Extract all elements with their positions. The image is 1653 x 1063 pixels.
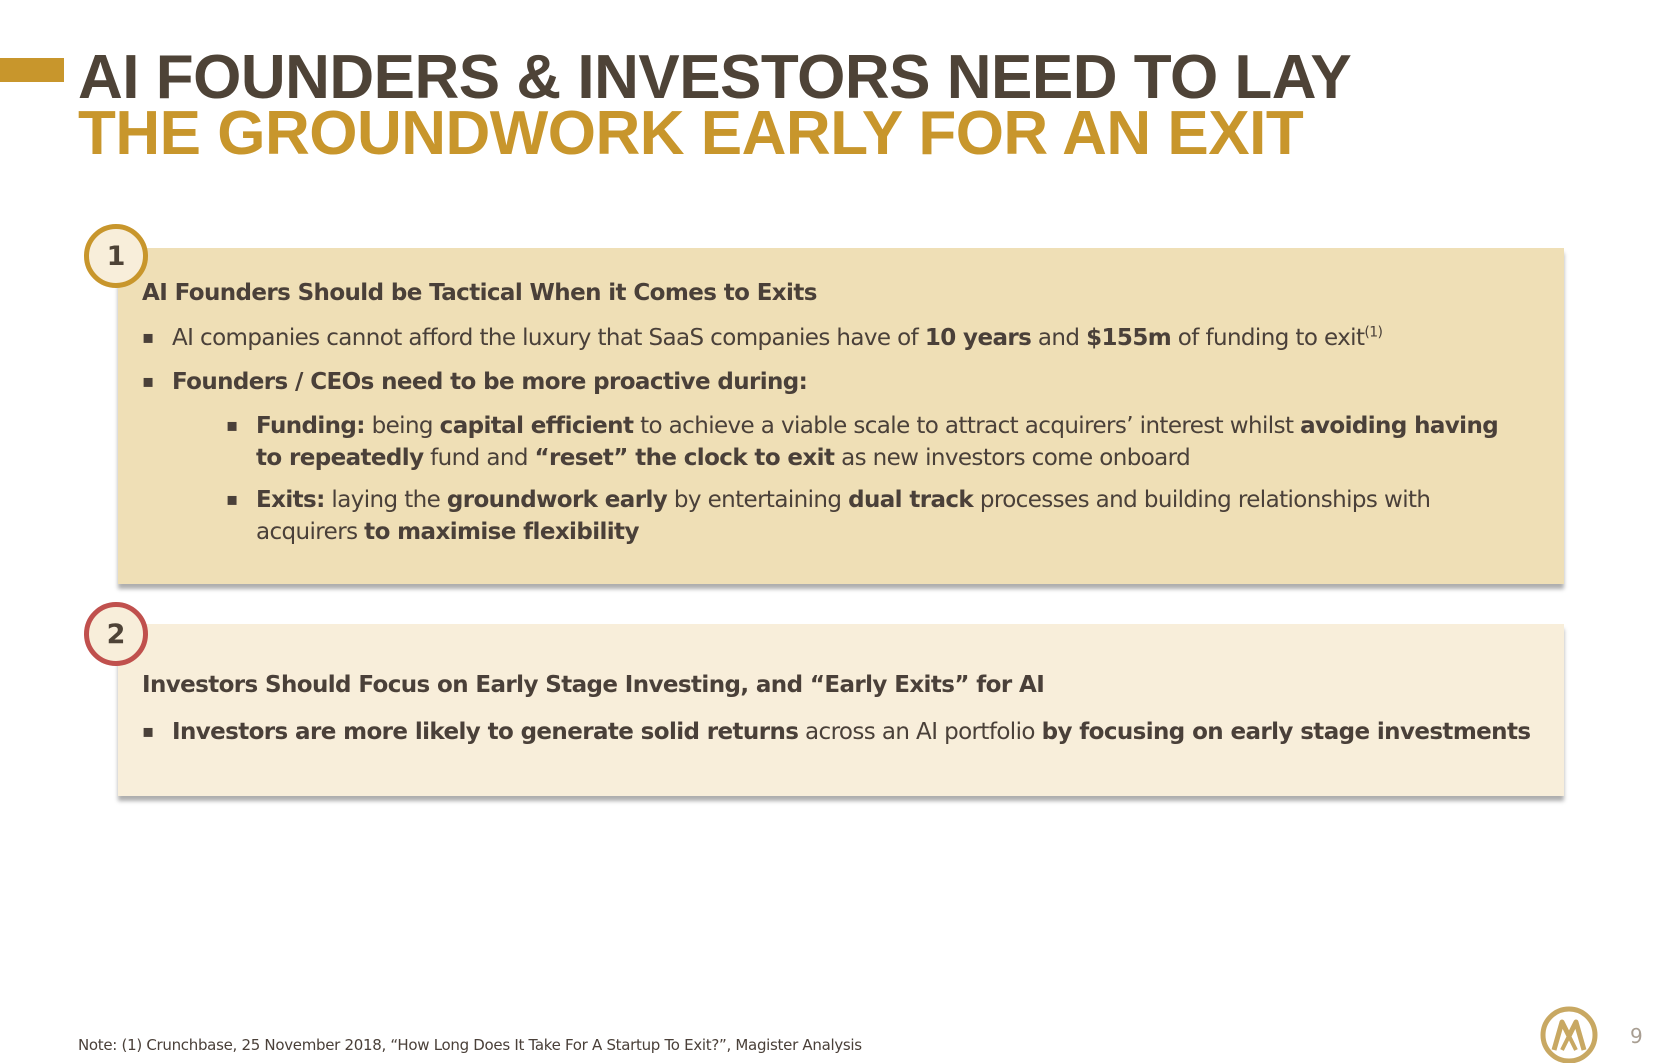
section-2-number-badge: 2	[84, 602, 148, 666]
section-1-subbullet-funding: ▪ Funding: being capital efficient to achieve a viable scale to attract acquirers’ interest whilst avoiding having to repeatedly fund and “reset” the clock to exit as new investors come onboard	[256, 410, 1506, 474]
footnote-ref: (1)	[1364, 324, 1383, 341]
page-number: 9	[1630, 1024, 1643, 1048]
section-2-bullet-1: ▪ Investors are more likely to generate solid returns across an AI portfolio by focusing on early stage investments	[172, 716, 1562, 748]
slide-title-line1: AI FOUNDERS & INVESTORS NEED TO LAY	[78, 43, 1352, 112]
section-2-heading: Investors Should Focus on Early Stage Investing, and “Early Exits” for AI	[142, 672, 1045, 698]
magister-logo-icon	[1540, 1006, 1598, 1063]
title-accent-bar	[0, 58, 64, 82]
section-1-number-badge: 1	[84, 224, 148, 288]
section-1-box	[118, 248, 1564, 584]
slide-title-line2: THE GROUNDWORK EARLY FOR AN EXIT	[78, 99, 1304, 168]
footnote: Note: (1) Crunchbase, 25 November 2018, “How Long Does It Take For A Startup To Exit?”, Magister Analysis	[78, 1036, 862, 1054]
section-1-heading: AI Founders Should be Tactical When it Comes to Exits	[142, 280, 817, 306]
section-2-box	[118, 624, 1564, 796]
section-1-bullet-2: ▪ Founders / CEOs need to be more proactive during:	[172, 366, 1542, 398]
slide-title	[78, 43, 1352, 168]
section-1-bullet-1: ▪ AI companies cannot afford the luxury that SaaS companies have of 10 years and $155m of funding to exit$^{(1)}$	[172, 322, 1542, 354]
section-1-subbullet-exits: ▪ Exits: laying the groundwork early by entertaining dual track processes and building relationships with acquirers to maximise flexibility	[256, 484, 1506, 548]
